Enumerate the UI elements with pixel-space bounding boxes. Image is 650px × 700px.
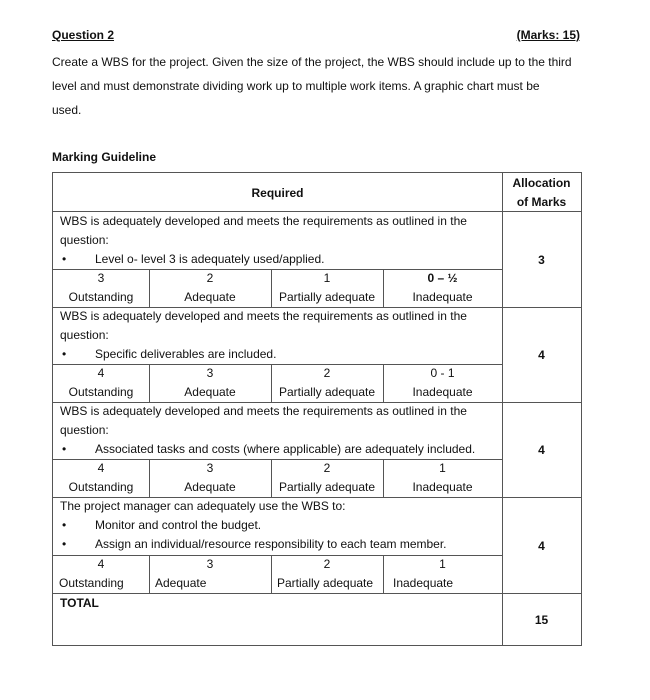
rating-label: Partially adequate bbox=[277, 576, 374, 590]
score-value: 1 bbox=[439, 557, 446, 571]
row-divider bbox=[53, 593, 581, 594]
rating-label: Outstanding bbox=[68, 480, 134, 494]
bullet-icon: • bbox=[62, 537, 67, 551]
row-divider bbox=[53, 307, 581, 308]
score-value: 0 - 1 bbox=[430, 366, 455, 380]
row-divider bbox=[53, 402, 581, 403]
score-value: 2 bbox=[323, 366, 331, 380]
total-label: TOTAL bbox=[60, 596, 99, 610]
score-value: 4 bbox=[97, 557, 105, 571]
score-value: 0 – ½ bbox=[427, 271, 458, 285]
criterion-bullet: Specific deliverables are included. bbox=[95, 347, 277, 361]
criterion-statement: question: bbox=[60, 328, 109, 342]
criterion-statement: WBS is adequately developed and meets the requirements as outlined in the bbox=[60, 214, 467, 228]
row-divider bbox=[53, 555, 502, 556]
rating-label: Outstanding bbox=[68, 290, 134, 304]
rating-label: Adequate bbox=[184, 290, 236, 304]
bullet-icon: • bbox=[62, 442, 67, 456]
allocation-value: 4 bbox=[538, 443, 545, 457]
instruction-line: used. bbox=[52, 103, 82, 117]
allocation-value: 4 bbox=[538, 539, 545, 553]
rating-label: Adequate bbox=[155, 576, 207, 590]
rating-label: Inadequate bbox=[412, 290, 473, 304]
rating-label: Adequate bbox=[184, 480, 236, 494]
criterion-bullet: Level o- level 3 is adequately used/applied. bbox=[95, 252, 325, 266]
instruction-line: Create a WBS for the project. Given the size of the project, the WBS should include up to the third bbox=[52, 55, 572, 69]
score-value: 2 bbox=[206, 271, 214, 285]
score-value: 1 bbox=[323, 271, 331, 285]
rating-label: Partially adequate bbox=[278, 385, 376, 399]
rating-label: Outstanding bbox=[59, 576, 124, 590]
rating-label: Inadequate bbox=[412, 480, 473, 494]
row-divider bbox=[53, 211, 581, 212]
criterion-statement: question: bbox=[60, 233, 109, 247]
rating-label: Adequate bbox=[184, 385, 236, 399]
rating-label: Partially adequate bbox=[278, 290, 376, 304]
score-value: 3 bbox=[206, 461, 214, 475]
guideline-heading: Marking Guideline bbox=[52, 150, 157, 164]
criterion-bullet: Monitor and control the budget. bbox=[95, 518, 262, 532]
instruction-line: level and must demonstrate dividing work up to multiple work items. A graphic chart must be bbox=[52, 79, 540, 93]
bullet-icon: • bbox=[62, 347, 67, 361]
row-divider bbox=[53, 497, 581, 498]
allocation-value: 4 bbox=[538, 348, 545, 362]
score-value: 2 bbox=[323, 461, 331, 475]
score-value: 3 bbox=[206, 557, 214, 571]
row-divider bbox=[53, 364, 502, 365]
criterion-statement: question: bbox=[60, 423, 109, 437]
header-allocation-line: Allocation bbox=[512, 176, 571, 190]
header-allocation-line: of Marks bbox=[516, 195, 567, 209]
score-value: 4 bbox=[97, 461, 105, 475]
score-value: 4 bbox=[97, 366, 105, 380]
criterion-statement: WBS is adequately developed and meets the requirements as outlined in the bbox=[60, 309, 467, 323]
criterion-bullet: Assign an individual/resource responsibility to each team member. bbox=[95, 537, 447, 551]
score-value: 3 bbox=[206, 366, 214, 380]
header-required: Required bbox=[251, 186, 304, 200]
criterion-statement: WBS is adequately developed and meets the requirements as outlined in the bbox=[60, 404, 467, 418]
row-divider bbox=[53, 269, 502, 270]
rating-label: Inadequate bbox=[393, 576, 454, 590]
column-divider bbox=[502, 173, 503, 645]
bullet-icon: • bbox=[62, 518, 67, 532]
score-value: 1 bbox=[439, 461, 446, 475]
allocation-value: 3 bbox=[538, 253, 545, 267]
rating-label: Outstanding bbox=[68, 385, 134, 399]
criterion-statement: The project manager can adequately use the WBS to: bbox=[60, 499, 346, 513]
score-value: 3 bbox=[97, 271, 105, 285]
rating-label: Inadequate bbox=[412, 385, 473, 399]
total-value: 15 bbox=[534, 613, 549, 627]
criterion-bullet: Associated tasks and costs (where applicable) are adequately included. bbox=[95, 442, 476, 456]
question-marks: (Marks: 15) bbox=[516, 28, 580, 42]
marking-guideline-table bbox=[52, 172, 582, 646]
bullet-icon: • bbox=[62, 252, 67, 266]
question-title: Question 2 bbox=[52, 28, 115, 42]
question-instruction bbox=[52, 50, 587, 122]
score-value: 2 bbox=[323, 557, 331, 571]
row-divider bbox=[53, 459, 502, 460]
rating-label: Partially adequate bbox=[278, 480, 376, 494]
